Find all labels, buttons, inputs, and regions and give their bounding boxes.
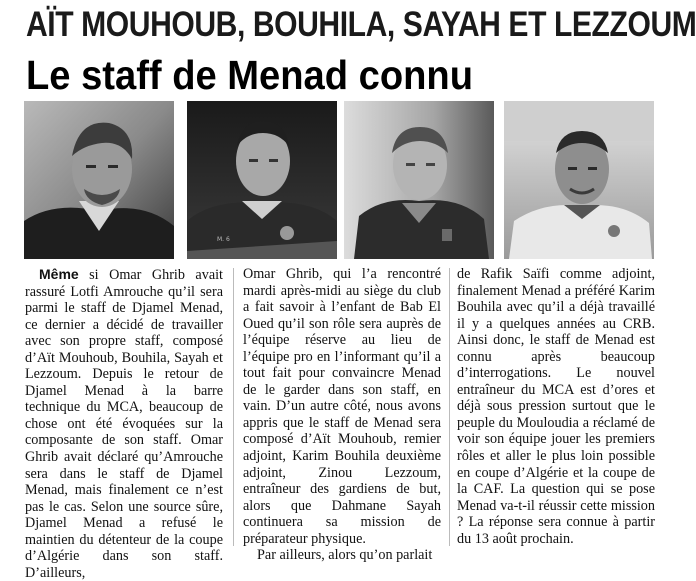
photo-portrait-2 <box>187 101 337 259</box>
page-title: Le staff de Menad connu <box>26 52 474 98</box>
article-paragraph <box>25 266 223 581</box>
column-divider <box>449 268 450 546</box>
svg-text:M. 6: M. 6 <box>217 236 230 243</box>
portrait-3-image <box>344 101 494 259</box>
lead-word: Même <box>39 266 79 282</box>
photo-portrait-3 <box>344 101 494 259</box>
portrait-1-image <box>24 101 174 259</box>
article-paragraph: de Rafik Saïfi comme adjoint, finalement Menad a préféré Karim Bouhila avec qu’il a déjà travaillé il y a quelques années au CRB. Ainsi donc, le staff de Menad est connu après beaucoup d’interrogations. Le nouvel entraîneur du MCA est d’ores et déjà sous pression surtout que le peuple du Mouloudia a réclamé de voir son équipe jouer les premiers rôles et aller le plus loin possible en coupe d’Algérie et la coupe de la CAF. La question qui se pose Menad va-t-il réussir cette mission ? La réponse sera connue à partir du 13 août prochain. <box>457 266 655 547</box>
article-column-2 <box>243 266 441 564</box>
article-column-3 <box>457 266 655 551</box>
photo-portrait-4 <box>504 101 654 259</box>
article-column-1 <box>25 266 223 581</box>
portrait-2-image <box>187 101 337 259</box>
column-divider <box>233 268 234 546</box>
paragraph-text: si Omar Ghrib avait rassuré Lotfi Amrouche qu’il sera parmi le staff de Djamel Menad, ce dernier a décidé de travailler avec son propre staff, composé d’Aït Mouhoub, Bouhila, Sayah et Lezzoum. Depuis le retour de Djamel Menad à la barre technique du MCA, beaucoup de chose ont été évoquées sur la composante de son staff. Omar Ghrib avait déclaré qu’Amrouche sera dans le staff de Djamel Menad, mais finalement ce n’est pas le cas. Selon une source sûre, Djamel Menad a refusé le maintien du détenteur de la coupe d’Algérie dans son staff. D’ailleurs, <box>25 267 223 581</box>
photo-portrait-1 <box>24 101 174 259</box>
kicker-headline: AÏT MOUHOUB, BOUHILA, SAYAH ET LEZZOUM <box>26 5 696 44</box>
article-paragraph: Par ailleurs, alors qu’on parlait <box>257 547 433 564</box>
portrait-4-image <box>504 101 654 259</box>
article-paragraph: Omar Ghrib, qui l’a rencontré mardi après-midi au siège du club a fait savoir à l’enfant de Bab El Oued qu’il son rôle sera auprès de l’équipe réserve au lieu de l’équipe pro en l’informant qu’il a tout fait pour convaincre Menad de le garder dans son staff, en vain. D’un autre côté, nous avons appris que le staff de Menad sera composé d’Aït Mouhoub, remier adjoint, Karim Bouhila deuxième adjoint, Zinou Lezzoum, entraîneur des gardiens de but, alors que Dahmane Sayah continuera sa mission de préparateur physique. <box>243 266 441 547</box>
